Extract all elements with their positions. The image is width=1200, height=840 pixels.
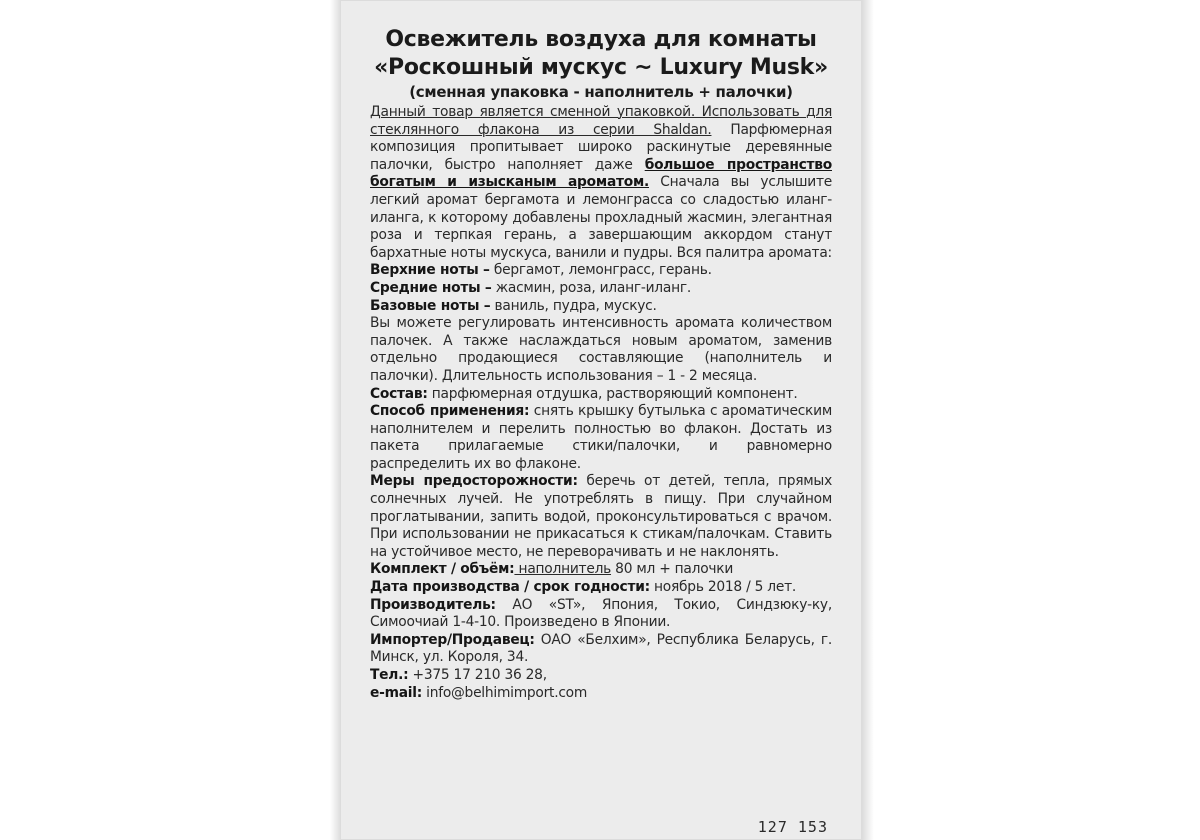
top-notes	[370, 262, 832, 280]
phone-paragraph	[370, 667, 832, 685]
middle-notes	[370, 280, 832, 298]
dates-label: Дата производства / срок годности:	[370, 579, 650, 596]
manufacturer-value: АО «ST», Япония, Токио, Синдзюку-ку, Симоочиай 1-4-10. Произведено в Японии.	[370, 596, 832, 631]
importer-value: ОАО «Белхим», Республика Беларусь, г. Минск, ул. Короля, 34.	[370, 631, 832, 666]
product-code: 127 153	[757, 818, 828, 836]
precautions-label: Меры предосторожности:	[370, 473, 578, 490]
usage-label: Способ применения:	[370, 403, 530, 420]
intro-text-1: Парфюмерная композиция пропитывает широко раскинутые деревянные палочки, быстро наполняет даже	[370, 121, 833, 173]
title-line-2: «Роскошный мускус ~ Luxury Musk»	[374, 55, 828, 80]
title-line-1: Освежитель воздуха для комнаты	[385, 27, 817, 52]
product-label	[340, 0, 862, 840]
regulate-paragraph: Вы можете регулировать интенсивность аромата количеством палочек. А также наслаждаться новым ароматом, заменив отдельно продающиеся составляющие (наполнитель и палочки). Длительность использования – 1 - 2 месяца.	[370, 315, 832, 384]
composition-label: Состав:	[370, 385, 428, 402]
importer-paragraph	[370, 632, 832, 667]
phone-label: Тел.:	[370, 667, 409, 683]
composition-value: парфюмерная отдушка, растворяющий компонент.	[427, 385, 798, 402]
kit-label: Комплект / объём:	[370, 561, 515, 578]
usage-paragraph	[370, 403, 832, 473]
middle-notes-value: жасмин, роза, иланг-иланг.	[491, 279, 691, 296]
phone-value: +375 17 210 36 28,	[408, 667, 547, 683]
precautions-paragraph	[370, 473, 832, 561]
label-right-shadow	[860, 0, 874, 840]
intro-underlined: Данный товар является сменной упаковкой. Использовать для стеклянного флакона из серии Shaldan.	[370, 104, 832, 138]
middle-notes-label: Средние ноты –	[370, 279, 492, 296]
label-subtitle: (сменная упаковка - наполнитель + палочки)	[409, 83, 793, 101]
top-notes-label: Верхние ноты –	[370, 262, 490, 279]
email-paragraph	[370, 685, 832, 703]
manufacturer-label: Производитель:	[370, 596, 496, 613]
label-title	[340, 26, 862, 82]
intro-paragraph	[370, 104, 832, 262]
email-label: e-mail:	[370, 684, 422, 701]
email-value: info@belhimimport.com	[422, 684, 588, 701]
kit-value: 80 мл + палочки	[611, 561, 734, 578]
base-notes	[370, 298, 832, 316]
kit-value-underlined: наполнитель	[514, 561, 612, 578]
dates-paragraph	[370, 579, 832, 597]
base-notes-value: ваниль, пудра, мускус.	[490, 297, 657, 314]
top-notes-value: бергамот, лемонграсс, герань.	[489, 262, 712, 279]
kit-paragraph	[370, 561, 832, 579]
intro-text-2: Сначала вы услышите легкий аромат бергамота и лемонграсса со сладостью иланг-иланга, к которому добавлены прохладный жасмин, элегантная роза и терпкая герань, а завершающим аккордом станут бархатные ноты мускуса, ванили и пудры. Вся палитра аромата:	[370, 174, 832, 261]
precautions-value: беречь от детей, тепла, прямых солнечных лучей. Не употреблять в пищу. При случайном проглатывании, запить водой, проконсультироваться с врачом. При использовании не прикасаться к стикам/палочкам. Ставить на устойчивое место, не переворачивать и не наклонять.	[370, 473, 832, 560]
base-notes-label: Базовые ноты –	[370, 297, 491, 314]
manufacturer-paragraph	[370, 597, 832, 632]
importer-label: Импортер/Продавец:	[370, 631, 535, 648]
intro-emphasis: большое пространство богатым и изысканым ароматом.	[370, 156, 832, 191]
composition-paragraph	[370, 386, 832, 404]
dates-value: ноябрь 2018 / 5 лет.	[649, 579, 797, 596]
label-body	[370, 104, 832, 702]
usage-value: снять крышку бутылька с ароматическим наполнителем и перелить полностью во флакон. Достать из пакета прилагаемые стики/палочки, и равномерно распределить их во флаконе.	[370, 403, 832, 472]
